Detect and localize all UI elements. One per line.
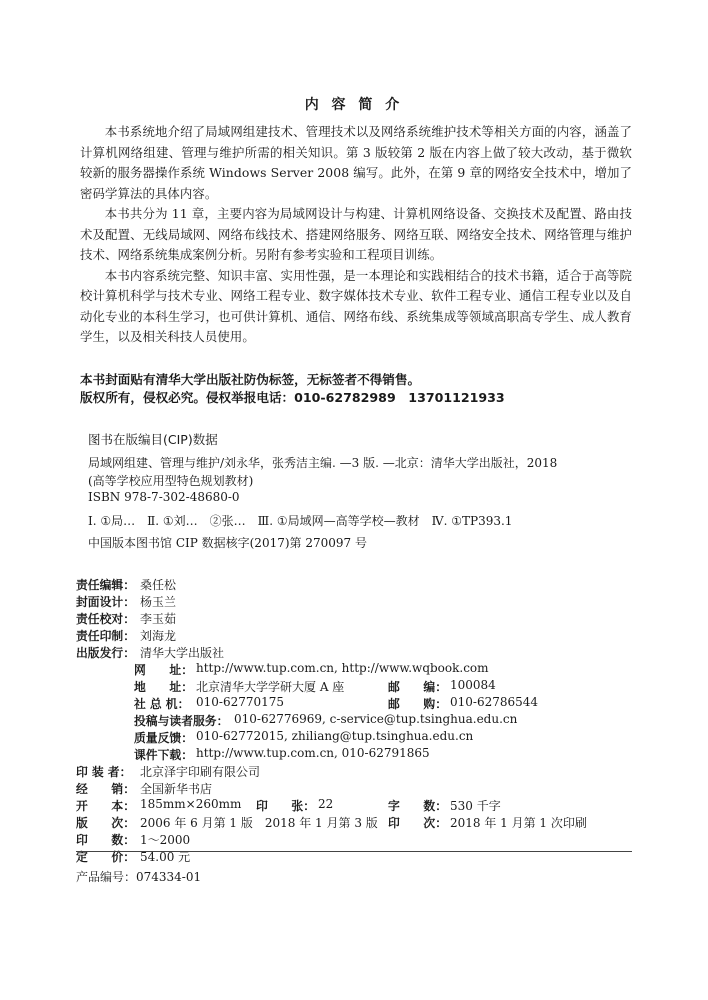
credit-value: 2006 年 6 月第 1 版 2018 年 1 月第 3 版 — [140, 816, 378, 830]
summary-section — [80, 122, 632, 348]
summary-paragraph: 本书共分为 11 章，主要内容为局域网设计与构建、计算机网络设备、交换技术及配置、路由技术及配置、无线局域网、网络布线技术、搭建网络服务、网络互联、网络安全技术、网络管理与维护技术、网络系统集成案例分析。另附有参考实验和工程项目训练。 — [80, 206, 632, 262]
credit-value: 530 千字 — [450, 799, 501, 813]
credit-value: 杨玉兰 — [140, 595, 177, 609]
credit-label: 定 价： — [76, 850, 135, 864]
credit-label: 邮 编： — [388, 680, 447, 694]
page-title: 内 容 简 介 — [304, 97, 404, 113]
credit-value: 54.00 元 — [140, 850, 191, 864]
cip-line: (高等学校应用型特色规划教材) — [88, 474, 254, 488]
credit-value: 清华大学出版社 — [140, 646, 225, 660]
credit-label: 责任编辑： — [76, 578, 135, 592]
credit-label: 印 数： — [76, 833, 135, 847]
credit-value: 北京清华大学学研大厦 A 座 — [196, 680, 345, 694]
credit-value: 刘海龙 — [140, 629, 177, 643]
credit-value: 22 — [318, 797, 334, 811]
credit-value: 全国新华书店 — [140, 782, 213, 796]
cip-line: 局域网组建、管理与维护/刘永华，张秀洁主编. —3 版. —北京：清华大学出版社，2018 — [88, 456, 558, 470]
anti-counterfeit-notice: 本书封面贴有清华大学出版社防伪标签，无标签者不得销售。 — [80, 372, 421, 387]
credit-value: 010-62786544 — [450, 695, 539, 709]
credit-label: 课件下载： — [134, 748, 193, 762]
summary-paragraph: 本书内容系统完整、知识丰富、实用性强，是一本理论和实践相结合的技术书籍，适合于高等院校计算机科学与技术专业、网络工程专业、数字媒体技术专业、软件工程专业、通信工程专业以及自动化专业的本科生学习，也可供计算机、通信、网络布线、系统集成等领域高职高专学生、成人教育学生，以及相关科技人员使用。 — [80, 267, 632, 344]
credit-label: 出版发行： — [76, 646, 135, 660]
credit-value: 2018 年 1 月第 1 次印刷 — [450, 816, 587, 830]
cip-heading: 图书在版编目(CIP)数据 — [88, 432, 218, 447]
credit-value: 桑任松 — [140, 578, 177, 592]
credit-label: 开 本： — [76, 799, 135, 813]
credit-label: 邮 购： — [388, 697, 447, 711]
credit-value: 185mm×260mm — [140, 797, 242, 811]
credit-value: http://www.tup.com.cn, http://www.wqbook.com — [196, 661, 489, 675]
credit-value: 1～2000 — [140, 833, 191, 847]
cip-line: Ⅰ. ①局… Ⅱ. ①刘… ②张… Ⅲ. ①局域网—高等学校—教材 Ⅳ. ①TP393.1 — [88, 514, 513, 528]
credit-label: 社 总 机： — [134, 697, 190, 711]
credit-label: 印 装 者： — [76, 765, 132, 779]
credit-label: 经 销： — [76, 782, 135, 796]
credit-label: 网 址： — [134, 663, 193, 677]
credit-label: 责任校对： — [76, 612, 135, 626]
credit-value: 010-62776969, c-service@tup.tsinghua.edu.cn — [234, 712, 518, 726]
cip-line: 中国版本图书馆 CIP 数据核字(2017)第 270097 号 — [88, 536, 367, 550]
credit-value: 北京泽宇印刷有限公司 — [140, 765, 261, 779]
credit-label: 投稿与读者服务： — [134, 714, 229, 728]
credit-label: 版 次： — [76, 816, 135, 830]
credit-label: 质量反馈： — [134, 731, 193, 745]
divider — [76, 851, 632, 852]
credit-label: 封面设计： — [76, 595, 135, 609]
credit-label: 责任印制： — [76, 629, 135, 643]
credit-label: 印 张： — [256, 799, 315, 813]
copyright-notice: 版权所有，侵权必究。侵权举报电话：010-62782989 13701121933 — [80, 390, 505, 405]
product-code: 产品编号：074334-01 — [76, 870, 202, 884]
credit-value: 010-62770175 — [196, 695, 285, 709]
credit-value: http://www.tup.com.cn, 010-62791865 — [196, 746, 430, 760]
credit-label: 印 次： — [388, 816, 447, 830]
credit-value: 010-62772015, zhiliang@tup.tsinghua.edu.cn — [196, 729, 474, 743]
credit-label: 地 址： — [134, 680, 193, 694]
credit-value: 李玉茹 — [140, 612, 177, 626]
credit-value: 100084 — [450, 678, 496, 692]
cip-line: ISBN 978-7-302-48680-0 — [88, 490, 240, 504]
summary-paragraph: 本书系统地介绍了局域网组建技术、管理技术以及网络系统维护技术等相关方面的内容，涵盖了计算机网络组建、管理与维护所需的相关知识。第 3 版较第 2 版在内容上做了较大改动，基于微软较新的服务器操作系统 Windows Server 2008 编写。此外，在第 9 章的网络安全技术中，增加了密码学算法的具体内容。 — [80, 124, 632, 201]
credit-label: 字 数： — [388, 799, 447, 813]
